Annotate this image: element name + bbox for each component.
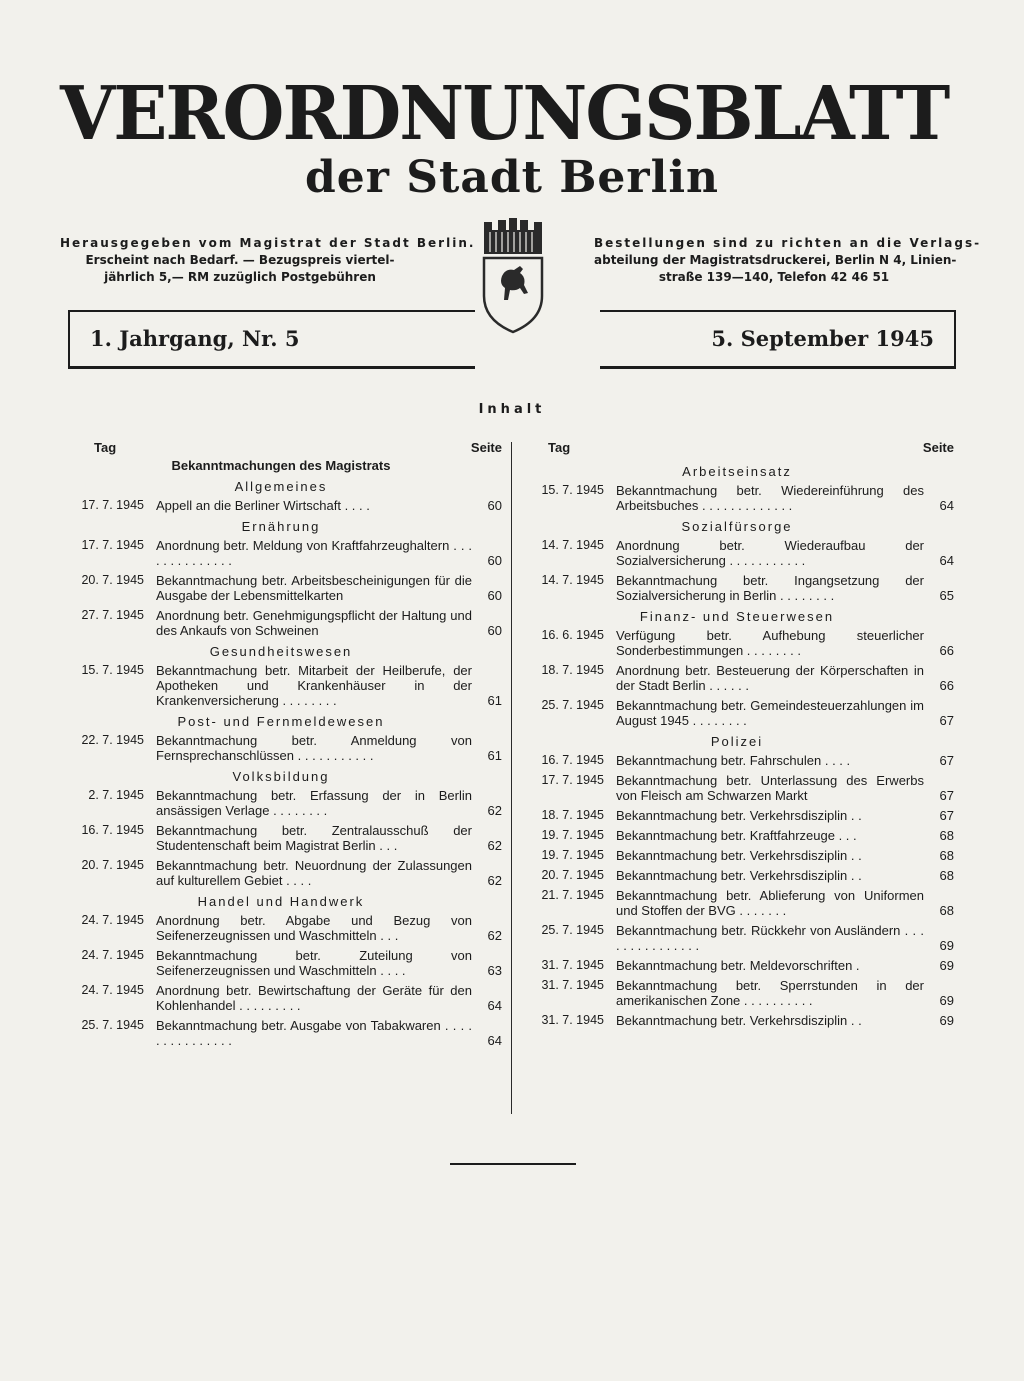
- entry-date: 17. 7. 1945: [541, 773, 604, 787]
- entry-title: Bekanntmachung betr. Verkehrsdisziplin . .: [616, 808, 862, 823]
- contents-entry: [60, 538, 502, 568]
- entry-date: 21. 7. 1945: [541, 888, 604, 902]
- entry-title: Anordnung betr. Wiederaufbau der Sozialversicherung . . . . . . . . . . .: [616, 538, 924, 568]
- entry-page: 62: [487, 928, 502, 943]
- ordering-line: Bestellungen sind zu richten an die Verlags-: [594, 236, 982, 250]
- entry-date: 16. 6. 1945: [541, 628, 604, 642]
- contents-entry: [60, 573, 502, 603]
- entry-page: 68: [939, 848, 954, 863]
- section-heading: Ernährung: [241, 519, 321, 534]
- entry-page: 60: [487, 553, 502, 568]
- contents-entry: [520, 1013, 954, 1028]
- entry-date: 27. 7. 1945: [81, 608, 144, 622]
- contents-entry: [60, 608, 502, 638]
- entry-date: 24. 7. 1945: [81, 948, 144, 962]
- entry-date: 18. 7. 1945: [541, 663, 604, 677]
- entry-date: 20. 7. 1945: [81, 858, 144, 872]
- entry-date: 31. 7. 1945: [541, 1013, 604, 1027]
- entry-date: 19. 7. 1945: [541, 828, 604, 842]
- entry-title: Bekanntmachung betr. Mitarbeit der Heilberufe, der Apotheken und Krankenhäuser in der Krankenversicherung . . . . . . . .: [156, 663, 472, 708]
- entry-title: Bekanntmachung betr. Verkehrsdisziplin . .: [616, 868, 862, 883]
- entry-title: Bekanntmachung betr. Ingangsetzung der Sozialversicherung in Berlin . . . . . . . .: [616, 573, 924, 603]
- entry-title: Anordnung betr. Abgabe und Bezug von Seifenerzeugnissen und Waschmitteln . . .: [156, 913, 472, 943]
- entry-title: Bekanntmachung betr. Arbeitsbescheinigungen für die Ausgabe der Lebensmittelkarten: [156, 573, 472, 603]
- entry-title: Bekanntmachung betr. Meldevorschriften .: [616, 958, 860, 973]
- contents-heading: Inhalt: [478, 402, 546, 417]
- entry-date: 31. 7. 1945: [541, 978, 604, 992]
- entry-page: 68: [939, 868, 954, 883]
- entry-page: 67: [939, 753, 954, 768]
- entry-date: 14. 7. 1945: [541, 573, 604, 587]
- contents-entry: [520, 888, 954, 918]
- entry-page: 69: [939, 938, 954, 953]
- entry-title: Anordnung betr. Meldung von Kraftfahrzeughaltern . . . . . . . . . . . . . .: [156, 538, 472, 568]
- entry-title: Bekanntmachung betr. Rückkehr von Ausländern . . . . . . . . . . . . . . .: [616, 923, 924, 953]
- entry-date: 16. 7. 1945: [81, 823, 144, 837]
- entry-page: 66: [939, 643, 954, 658]
- berlin-bear-crest-icon: [478, 216, 548, 336]
- contents-entry: [60, 858, 502, 888]
- contents-right-column: [520, 440, 954, 1033]
- entry-title: Bekanntmachung betr. Sperrstunden in der amerikanischen Zone . . . . . . . . . .: [616, 978, 924, 1008]
- contents-entry: [520, 923, 954, 953]
- section-heading: Handel und Handwerk: [197, 894, 365, 909]
- entry-title: Bekanntmachung betr. Ausgabe von Tabakwaren . . . . . . . . . . . . . . .: [156, 1018, 472, 1048]
- closing-rule: [450, 1163, 576, 1165]
- contents-entry: [520, 753, 954, 768]
- entry-page: 60: [487, 623, 502, 638]
- entry-page: 62: [487, 838, 502, 853]
- entry-page: 67: [939, 713, 954, 728]
- entry-title: Anordnung betr. Besteuerung der Körperschaften in der Stadt Berlin . . . . . .: [616, 663, 924, 693]
- entry-page: 60: [487, 498, 502, 513]
- entry-date: 16. 7. 1945: [541, 753, 604, 767]
- entry-date: 17. 7. 1945: [81, 538, 144, 552]
- section-heading: Gesundheitswesen: [209, 644, 353, 659]
- issue-date-band: [600, 310, 956, 369]
- contents-entry: [60, 823, 502, 853]
- contents-entry: [520, 958, 954, 973]
- entry-page: 69: [939, 993, 954, 1008]
- entry-page: 67: [939, 788, 954, 803]
- contents-entry: [520, 828, 954, 843]
- entry-page: 64: [487, 1033, 502, 1048]
- entry-page: 69: [939, 1013, 954, 1028]
- contents-entry: [520, 538, 954, 568]
- contents-entry: [60, 983, 502, 1013]
- contents-entry: [520, 483, 954, 513]
- entry-title: Bekanntmachung betr. Kraftfahrzeuge . . .: [616, 828, 857, 843]
- entry-date: 22. 7. 1945: [81, 733, 144, 747]
- contents-entry: [60, 788, 502, 818]
- contents-entry: [60, 663, 502, 708]
- entry-page: 62: [487, 803, 502, 818]
- column-header: [60, 440, 502, 458]
- entry-date: 15. 7. 1945: [541, 483, 604, 497]
- entry-date: 14. 7. 1945: [541, 538, 604, 552]
- entry-title: Bekanntmachung betr. Erfassung der in Berlin ansässigen Verlage . . . . . . . .: [156, 788, 472, 818]
- entry-title: Bekanntmachung betr. Ablieferung von Uniformen und Stoffen der BVG . . . . . . .: [616, 888, 924, 918]
- entry-date: 18. 7. 1945: [541, 808, 604, 822]
- entry-date: 31. 7. 1945: [541, 958, 604, 972]
- entry-page: 64: [939, 553, 954, 568]
- contents-entry: [60, 1018, 502, 1048]
- contents-entry: [520, 808, 954, 823]
- contents-entry: [60, 733, 502, 763]
- entry-date: 17. 7. 1945: [81, 498, 144, 512]
- entry-page: 62: [487, 873, 502, 888]
- entry-title: Anordnung betr. Genehmigungspflicht der Haltung und des Ankaufs von Schweinen: [156, 608, 472, 638]
- ordering-line: abteilung der Magistratsdruckerei, Berlin N 4, Linien-: [594, 253, 957, 267]
- contents-entry: [60, 498, 502, 513]
- issue-number-band: [68, 310, 475, 369]
- ordering-line: straße 139—140, Telefon 42 46 51: [658, 270, 890, 284]
- column-header-tag: Tag: [94, 440, 117, 455]
- publisher-line: Herausgegeben vom Magistrat der Stadt Berlin.: [60, 236, 476, 250]
- publisher-info: [60, 235, 476, 286]
- entry-date: 25. 7. 1945: [541, 923, 604, 937]
- entry-title: Bekanntmachung betr. Unterlassung des Erwerbs von Fleisch am Schwarzen Markt: [616, 773, 924, 803]
- entry-page: 66: [939, 678, 954, 693]
- entry-title: Verfügung betr. Aufhebung steuerlicher Sonderbestimmungen . . . . . . . .: [616, 628, 924, 658]
- publisher-line: jährlich 5,— RM zuzüglich Postgebühren: [104, 270, 376, 284]
- entry-title: Appell an die Berliner Wirtschaft . . . .: [156, 498, 370, 513]
- entry-date: 24. 7. 1945: [81, 913, 144, 927]
- entry-title: Bekanntmachung betr. Anmeldung von Fernsprechanschlüssen . . . . . . . . . . .: [156, 733, 472, 763]
- contents-entry: [520, 573, 954, 603]
- entry-page: 64: [939, 498, 954, 513]
- issue-date: 5. September 1945: [711, 326, 934, 351]
- entry-page: 63: [487, 963, 502, 978]
- contents-entry: [520, 773, 954, 803]
- contents-entry: [60, 948, 502, 978]
- entry-title: Bekanntmachung betr. Wiedereinführung des Arbeitsbuches . . . . . . . . . . . . .: [616, 483, 924, 513]
- entry-title: Bekanntmachung betr. Neuordnung der Zulassungen auf kulturellem Gebiet . . . .: [156, 858, 472, 888]
- contents-entry: [520, 698, 954, 728]
- column-header-seite: Seite: [470, 440, 502, 455]
- column-header-seite: Seite: [922, 440, 954, 455]
- contents-entry: [520, 848, 954, 863]
- entry-title: Bekanntmachung betr. Verkehrsdisziplin . .: [616, 848, 862, 863]
- entry-date: 15. 7. 1945: [81, 663, 144, 677]
- masthead-subtitle: der Stadt Berlin: [304, 152, 720, 203]
- entry-page: 69: [939, 958, 954, 973]
- issue-number: 1. Jahrgang, Nr. 5: [90, 326, 300, 351]
- entry-title: Anordnung betr. Bewirtschaftung der Geräte für den Kohlenhandel . . . . . . . . .: [156, 983, 472, 1013]
- section-heading: Post- und Fernmeldewesen: [177, 714, 385, 729]
- entry-page: 60: [487, 588, 502, 603]
- contents-entry: [60, 913, 502, 943]
- entry-title: Bekanntmachung betr. Zentralausschuß der Studentenschaft beim Magistrat Berlin . . .: [156, 823, 472, 853]
- entry-page: 64: [487, 998, 502, 1013]
- entry-date: 2. 7. 1945: [88, 788, 144, 802]
- entry-date: 19. 7. 1945: [541, 848, 604, 862]
- entry-title: Bekanntmachung betr. Fahrschulen . . . .: [616, 753, 851, 768]
- section-heading: Finanz- und Steuerwesen: [639, 609, 835, 624]
- column-header-tag: Tag: [548, 440, 571, 455]
- contents-entry: [520, 868, 954, 883]
- column-divider: [511, 442, 512, 1114]
- main-heading: Bekanntmachungen des Magistrats: [171, 458, 391, 473]
- section-heading: Sozialfürsorge: [681, 519, 793, 534]
- section-heading: Arbeitseinsatz: [682, 464, 792, 479]
- entry-date: 25. 7. 1945: [541, 698, 604, 712]
- section-heading: Allgemeines: [234, 479, 328, 494]
- entry-page: 68: [939, 903, 954, 918]
- section-heading: Volksbildung: [232, 769, 330, 784]
- entry-date: 25. 7. 1945: [81, 1018, 144, 1032]
- section-heading: Polizei: [710, 734, 764, 749]
- masthead-title: VERORDNUNGSBLATT: [60, 71, 949, 157]
- entry-page: 61: [487, 693, 502, 708]
- contents-entry: [520, 663, 954, 693]
- entry-page: 68: [939, 828, 954, 843]
- column-header: [520, 440, 954, 458]
- entry-title: Bekanntmachung betr. Verkehrsdisziplin . .: [616, 1013, 862, 1028]
- contents-entry: [520, 628, 954, 658]
- entry-date: 20. 7. 1945: [541, 868, 604, 882]
- contents-entry: [520, 978, 954, 1008]
- entry-title: Bekanntmachung betr. Gemeindesteuerzahlungen im August 1945 . . . . . . . .: [616, 698, 924, 728]
- contents-left-column: [60, 440, 502, 1053]
- entry-page: 67: [939, 808, 954, 823]
- publisher-line: Erscheint nach Bedarf. — Bezugspreis viertel-: [85, 253, 395, 267]
- entry-date: 20. 7. 1945: [81, 573, 144, 587]
- ordering-info: [594, 235, 982, 286]
- entry-title: Bekanntmachung betr. Zuteilung von Seifenerzeugnissen und Waschmitteln . . . .: [156, 948, 472, 978]
- entry-page: 65: [939, 588, 954, 603]
- entry-date: 24. 7. 1945: [81, 983, 144, 997]
- entry-page: 61: [487, 748, 502, 763]
